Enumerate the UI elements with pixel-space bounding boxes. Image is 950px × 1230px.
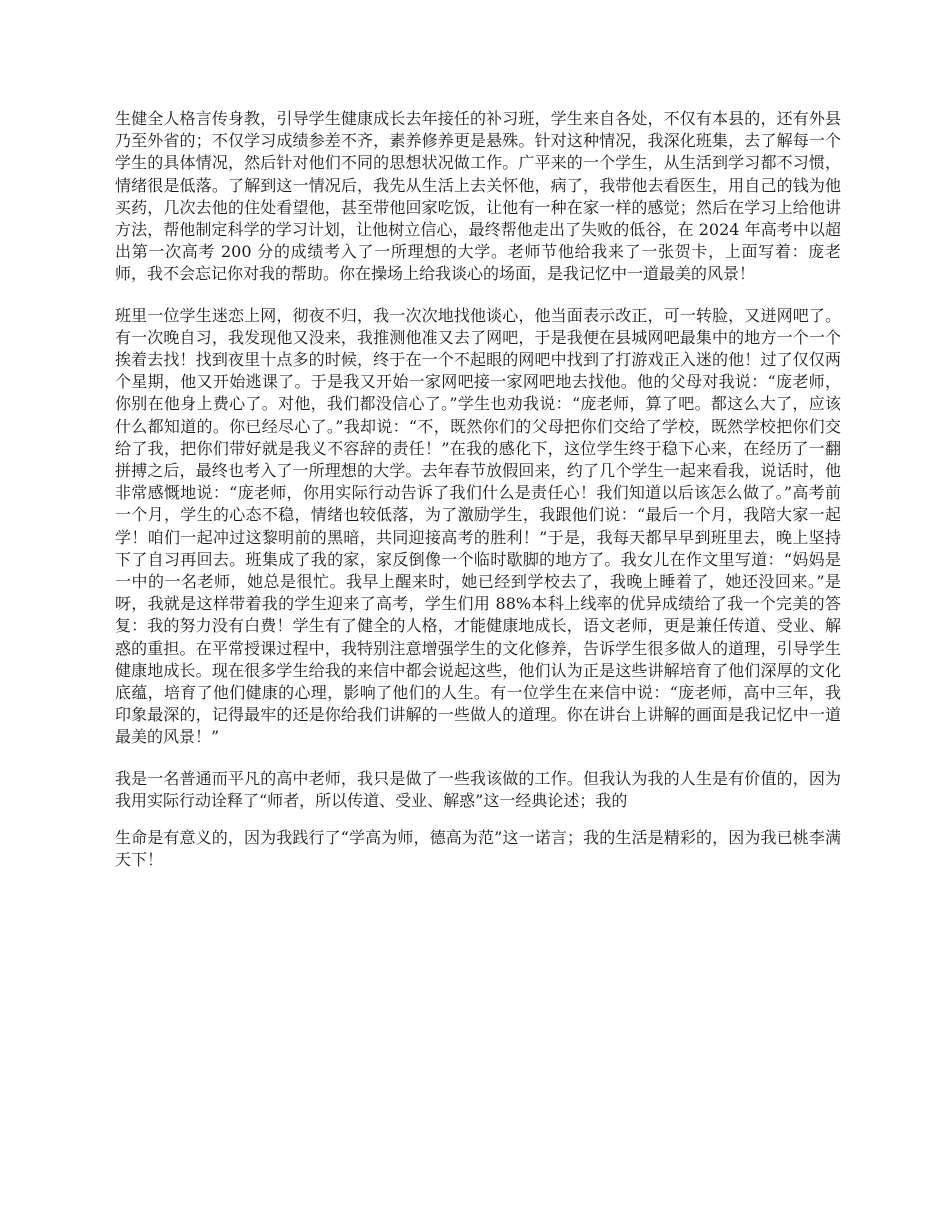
- paragraph-1: 生健全人格言传身教，引导学生健康成长去年接任的补习班，学生来自各处，不仅有本县的，还有外县乃至外省的；不仅学习成绩参差不齐，素养修养更是悬殊。针对这种情况，我深化班集，去了解每一个学生的具体情况，然后针对他们不同的思想状况做工作。广平来的一个学生，从生活到学习都不习惯，情绪很是低落。了解到这一情况后，我先从生活上去关怀他，病了，我带他去看医生，用自己的钱为他买药，几次去他的住处看望他，甚至带他回家吃饭，让他有一种在家一样的感觉；然后在学习上给他讲方法，帮他制定科学的学习计划，让他树立信心，最终帮他走出了失败的低谷，在 2024 年高考中以超出第一次高考 200 分的成绩考入了一所理想的大学。老师节他给我来了一张贺卡，上面写着：庞老师，我不会忘记你对我的帮助。你在操场上给我谈心的场面，是我记忆中一道最美的风景！: [115, 109, 841, 284]
- paragraph-2: 班里一位学生迷恋上网，彻夜不归，我一次次地找他谈心，他当面表示改正，可一转脸，又迸网吧了。有一次晚自习，我发现他又没来，我推测他准又去了网吧，于是我便在县城网吧最集中的地方一个一个挨着去找！找到夜里十点多的时候，终于在一个不起眼的网吧中找到了打游戏正入迷的他！过了仅仅两个星期，他又开始逃课了。于是我又开始一家网吧接一家网吧地去找他。他的父母对我说：“庞老师，你别在他身上费心了。对他，我们都没信心了。”学生也劝我说：“庞老师，算了吧。都这么大了，应该什么都知道的。你已经尽心了。”我却说：“不，既然你们的父母把你们交给了学校，既然学校把你们交给了我，把你们带好就是我义不容辞的责任！”在我的感化下，这位学生终于稳下心来，在经历了一翻拼搏之后，最终也考入了一所理想的大学。去年春节放假回来，约了几个学生一起来看我，说话时，他非常感慨地说：“庞老师，你用实际行动告诉了我们什么是责任心！我们知道以后该怎么做了。”高考前一个月，学生的心态不稳，情绪也较低落，为了激励学生，我跟他们说：“最后一个月，我陪大家一起学！咱们一起冲过这黎明前的黑暗，共同迎接高考的胜利！”于是，我每天都早早到班里去，晚上坚持下了自习再回去。班集成了我的家，家反倒像一个临时歇脚的地方了。我女儿在作文里写道：“妈妈是一中的一名老师，她总是很忙。我早上醒来时，她已经到学校去了，我晚上睡着了，她还没回来。”是呀，我就是这样带着我的学生迎来了高考，学生们用 88%本科上线率的优异成绩给了我一个完美的答复：我的努力没有白费！学生有了健全的人格，才能健康地成长，语文老师，更是兼任传道、受业、解惑的重担。在平常授课过程中，我特别注意增强学生的文化修养，告诉学生很多做人的道理，引导学生健康地成长。现在很多学生给我的来信中都会说起这些，他们认为正是这些讲解培育了他们深厚的文化底蕴，培育了他们健康的心理，影响了他们的人生。有一位学生在来信中说：“庞老师，高中三年，我印象最深的，记得最牢的还是你给我们讲解的一些做人的道理。你在讲台上讲解的画面是我记忆中一道最美的风景！”: [115, 305, 841, 747]
- paragraph-4: 生命是有意义的，因为我践行了“学高为师，德高为范”这一诺言；我的生活是精彩的，因为我已桃李满天下！: [115, 828, 841, 870]
- paragraph-3: 我是一名普通而平凡的高中老师，我只是做了一些我该做的工作。但我认为我的人生是有价值的，因为我用实际行动诠释了“师者，所以传道、受业、解惑”这一经典论述；我的: [115, 768, 841, 810]
- document-page: [115, 108, 841, 872]
